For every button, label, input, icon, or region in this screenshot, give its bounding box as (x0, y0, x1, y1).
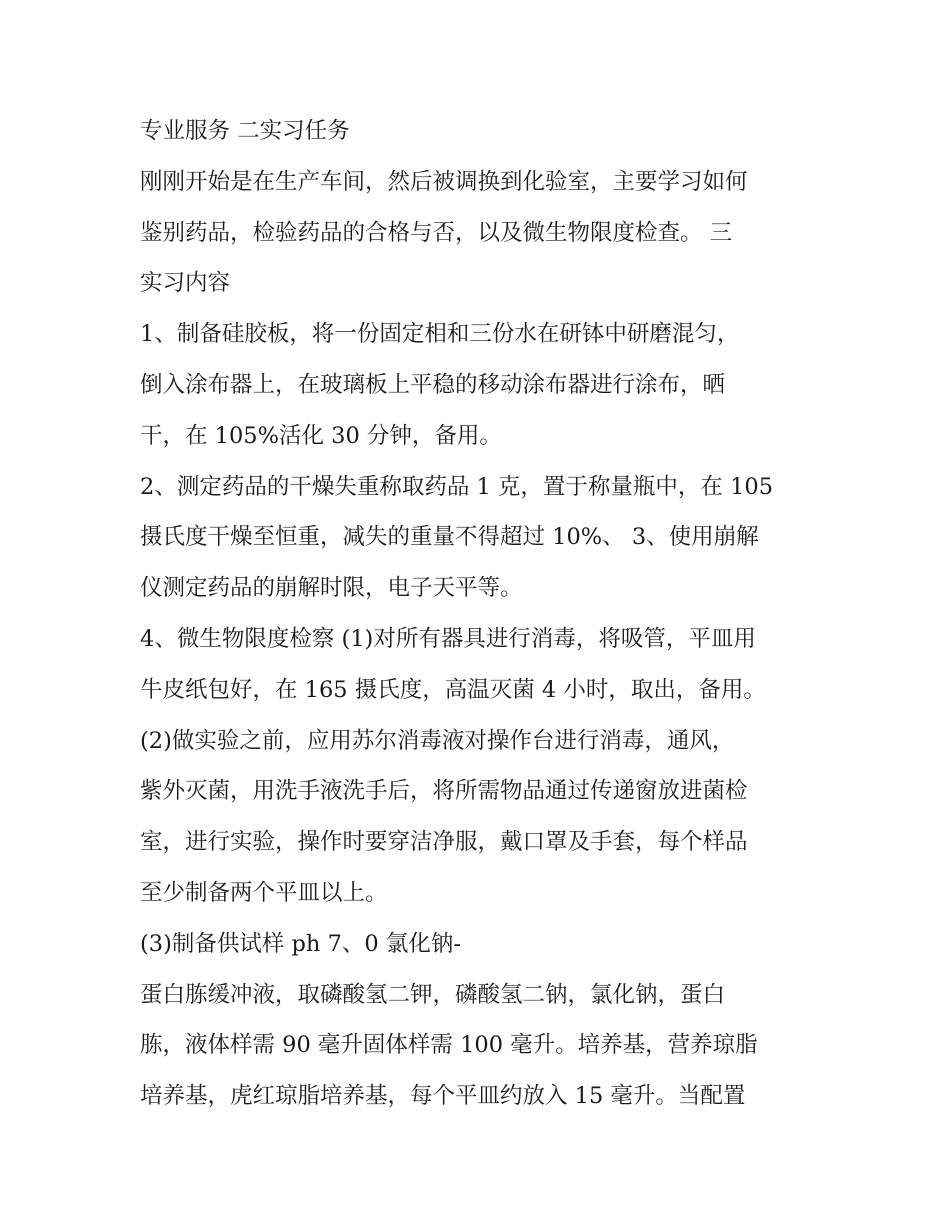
document-body (140, 106, 820, 1122)
text-line: 干，在 105%活化 30 分钟，备用。 (140, 422, 502, 449)
text-line: 仪测定药品的崩解时限，电子天平等。 (140, 575, 523, 602)
text-line: 实习内容 (140, 270, 231, 297)
text-line: 倒入涂布器上，在玻璃板上平稳的移动涂布器进行涂布，晒 (140, 371, 726, 398)
text-line: (3)制备供试样 ph 7、0 氯化钠- (140, 930, 461, 957)
text-line: 刚刚开始是在生产车间，然后被调换到化验室，主要学习如何 (140, 168, 748, 195)
text-line: (2)做实验之前，应用苏尔消毒液对操作台进行消毒，通风， (140, 727, 735, 754)
text-line: 2、测定药品的干燥失重称取药品 1 克，置于称量瓶中，在 105 (140, 473, 774, 500)
text-line: 紫外灭菌，用洗手液洗手后，将所需物品通过传递窗放进菌检 (140, 778, 748, 805)
text-line: 专业服务 二实习任务 (140, 118, 350, 144)
text-line: 牛皮纸包好，在 165 摄氏度，高温灭菌 4 小时，取出，备用。 (140, 676, 766, 703)
text-line: 1、制备硅胶板，将一份固定相和三份水在研钵中研磨混匀， (140, 321, 740, 348)
text-line: 蛋白胨缓冲液，取磷酸氢二钾，磷酸氢二钠，氯化钠，蛋白 (140, 981, 726, 1008)
text-line: 4、微生物限度检察 (1)对所有器具进行消毒，将吸管，平皿用 (140, 625, 756, 652)
text-line: 至少制备两个平皿以上。 (140, 879, 388, 906)
text-line: 培养基，虎红琼脂培养基，每个平皿约放入 15 毫升。当配置 (140, 1083, 746, 1110)
text-line: 胨，液体样需 90 毫升固体样需 100 毫升。培养基，营养琼脂 (140, 1032, 758, 1059)
text-line: 室，进行实验，操作时要穿洁净服，戴口罩及手套，每个样品 (140, 829, 748, 856)
text-line: 鉴别药品，检验药品的合格与否，以及微生物限度检查。 三 (140, 219, 733, 246)
text-line: 摄氏度干燥至恒重，减失的重量不得超过 10%、 3、使用崩解 (140, 524, 759, 551)
